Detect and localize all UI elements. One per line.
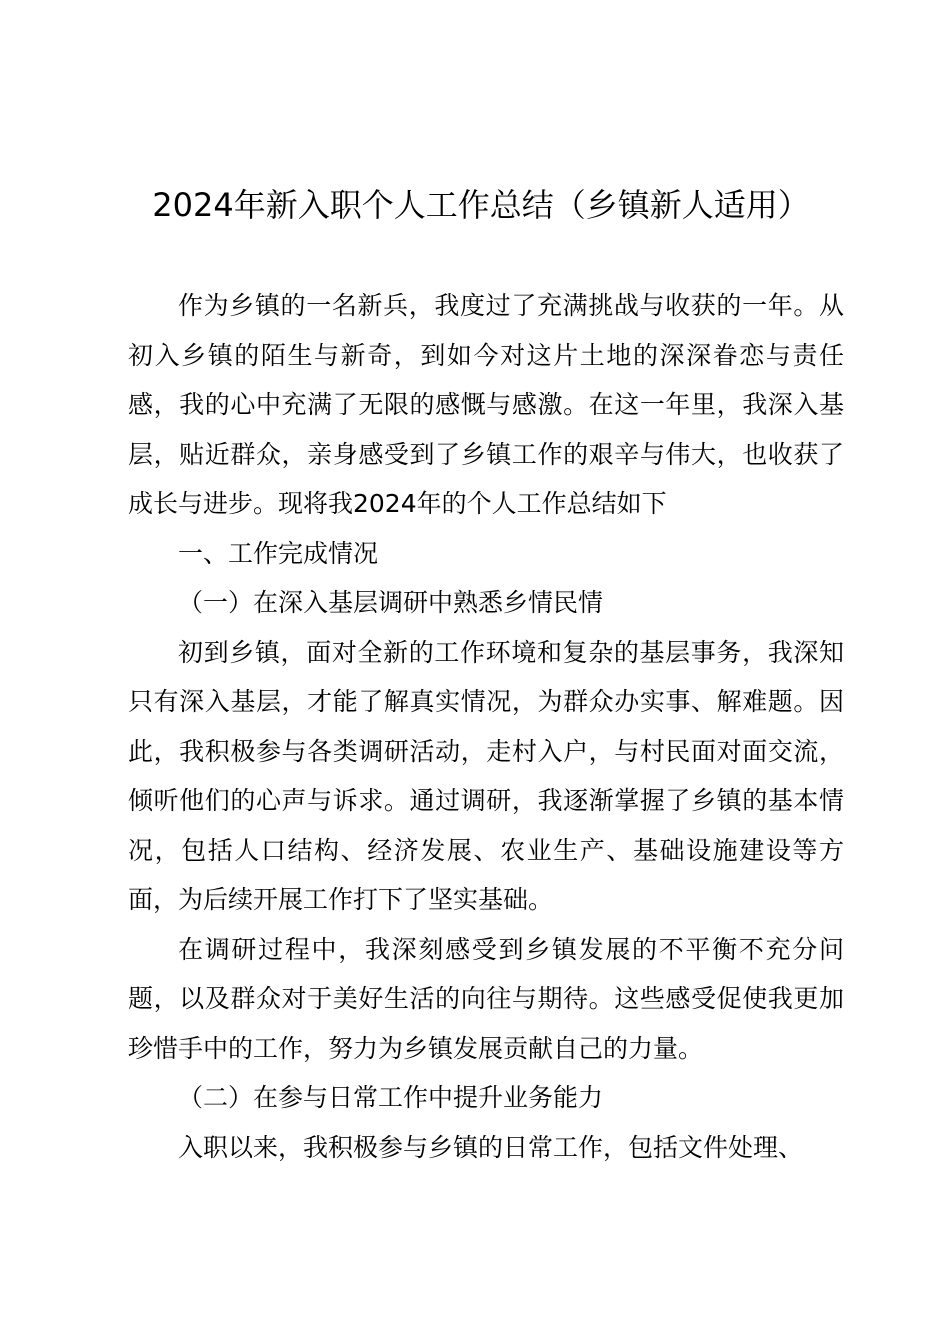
intro-paragraph: 作为乡镇的一名新兵，我度过了充满挑战与收获的一年。从初入乡镇的陌生与新奇，到如今对这片土地的深深眷恋与责任感，我的心中充满了无限的感慨与感激。在这一年里，我深入基层，贴近群众，亲身感受到了乡镇工作的艰辛与伟大，也收获了成长与进步。现将我2024年的个人工作总结如下 xyxy=(128,291,844,518)
research-paragraph-1: 初到乡镇，面对全新的工作环境和复杂的基层事务，我深知只有深入基层，才能了解真实情况，为群众办实事、解难题。因此，我积极参与各类调研活动，走村入户，与村民面对面交流，倾听他们的心声与诉求。通过调研，我逐渐掌握了乡镇的基本情况，包括人口结构、经济发展、农业生产、基础设施建设等方面，为后续开展工作打下了坚实基础。 xyxy=(128,637,844,914)
section-heading-work-completion: 一、工作完成情况 xyxy=(178,538,379,568)
document-body xyxy=(128,281,844,1172)
research-paragraph-2: 在调研过程中，我深刻感受到乡镇发展的不平衡不充分问题，以及群众对于美好生活的向往与期待。这些感受促使我更加珍惜手中的工作，努力为乡镇发展贡献自己的力量。 xyxy=(128,934,844,1063)
daily-work-paragraph: 入职以来，我积极参与乡镇的日常工作，包括文件处理、 xyxy=(178,1132,804,1162)
subsection-heading-grassroots-research: （一）在深入基层调研中熟悉乡情民情 xyxy=(178,588,604,617)
subsection-heading-daily-work: （二）在参与日常工作中提升业务能力 xyxy=(178,1083,604,1112)
document-title: 2024年新入职个人工作总结（乡镇新人适用） xyxy=(152,186,810,224)
